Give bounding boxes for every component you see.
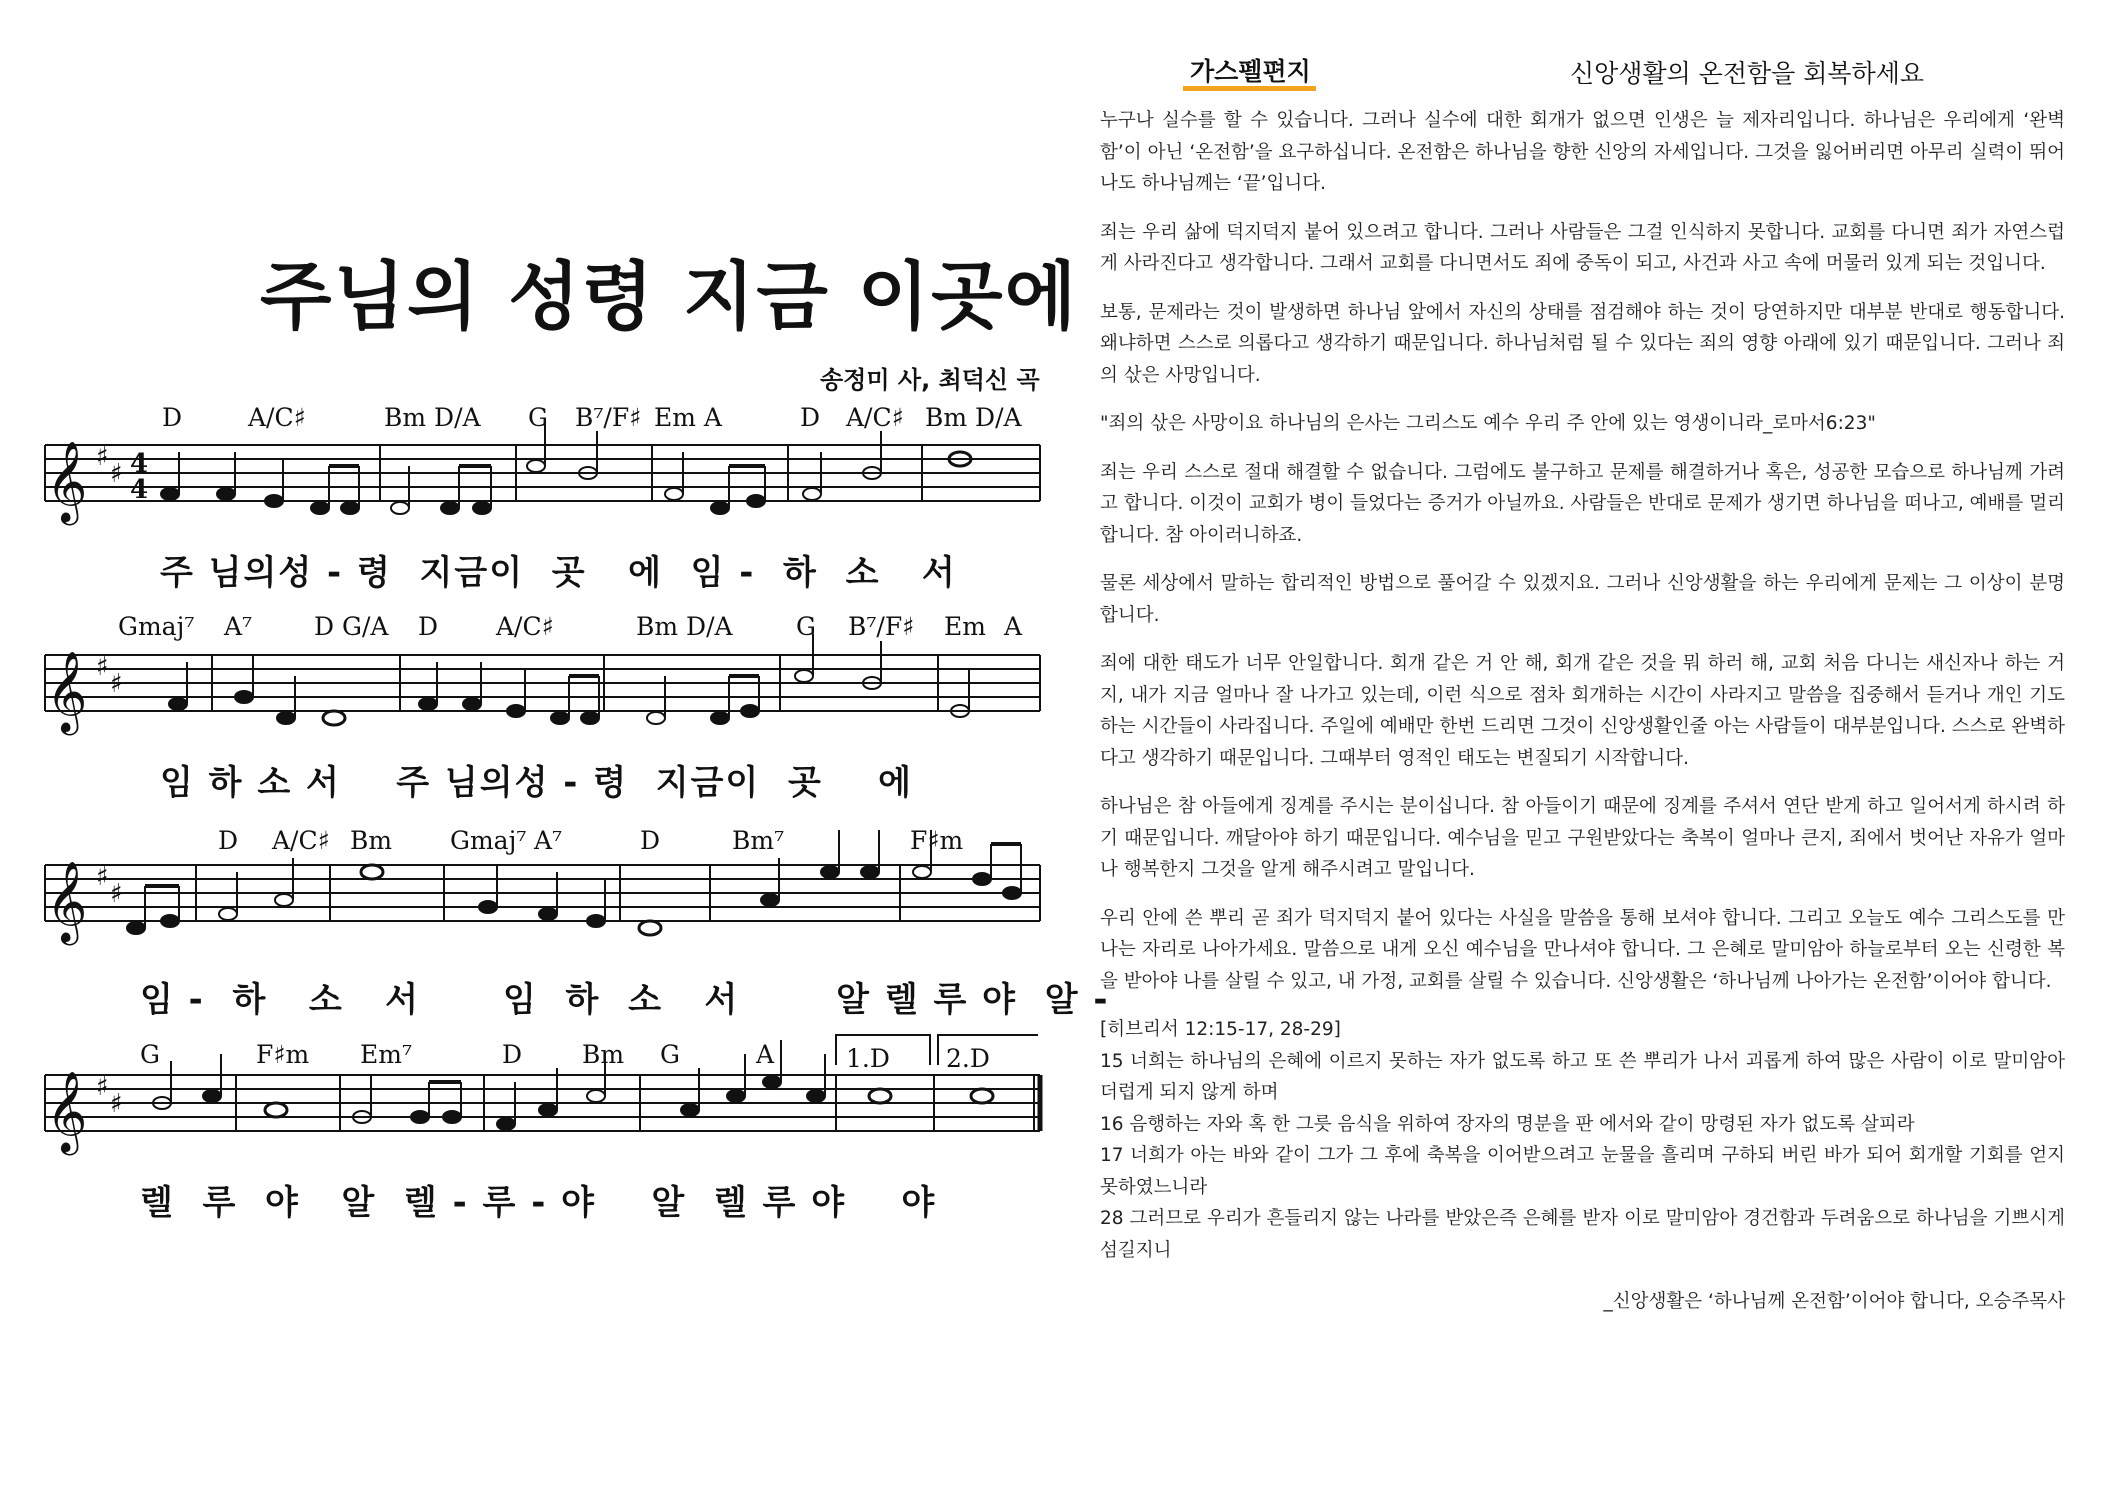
verse: 16 음행하는 자와 혹 한 그릇 음식을 위하여 장자의 명분을 판 에서와 같이 망령된 자가 없도록 살피라 <box>1100 1113 1915 1135</box>
svg-text:♯: ♯ <box>96 652 109 682</box>
chord: D <box>640 826 661 855</box>
chord: F♯m <box>910 826 964 855</box>
lyric-line: 렐 루 야 알 렐 - 루 - 야 알 렐 루 야 야 <box>140 1183 937 1223</box>
section-tab-label: 가스펠편지 <box>1190 57 1311 86</box>
svg-text:4: 4 <box>130 449 149 479</box>
svg-text:𝄞: 𝄞 <box>46 440 88 522</box>
chord: G <box>528 403 548 432</box>
paragraph: 보통, 문제라는 것이 발생하면 하나님 앞에서 자신의 상태를 점검해야 하는 것이 당연하지만 대부분 반대로 행동합니다. 왜냐하면 스스로 의롭다고 생각하기 때문입니다. 하나님처럼 될 수 있다는 죄의 영향 아래에 있기 때문입니다. 그러나 죄의 삯은 사망입니다. <box>1100 301 2065 386</box>
chord: A⁷ <box>224 612 253 641</box>
svg-text:♯: ♯ <box>96 862 109 892</box>
chord: Bm D/A <box>384 403 481 432</box>
chord: A/C♯ <box>846 403 904 432</box>
staff-2 <box>45 655 1040 711</box>
svg-text:♯: ♯ <box>96 1072 109 1102</box>
tab-underline <box>1183 86 1316 91</box>
svg-text:♯: ♯ <box>110 459 123 489</box>
verse: 28 그러므로 우리가 흔들리지 않는 나라를 받았은즉 은혜를 받자 이로 말미암아 경건함과 두려움으로 하나님을 기쁘시게 섬길지니 <box>1100 1208 2065 1261</box>
chord: B⁷/F♯ <box>848 612 915 641</box>
staff-4 <box>45 1035 1040 1131</box>
chord: Gmaj⁷ <box>118 612 195 641</box>
chord: G <box>140 1040 160 1069</box>
chord: D <box>218 826 239 855</box>
svg-text:𝄞: 𝄞 <box>46 1070 88 1152</box>
chord: 2.D <box>946 1044 990 1073</box>
signature: _신앙생활은 ‘하나님께 온전함’이어야 합니다, 오승주목사 <box>1603 1291 2065 1312</box>
chord: A <box>1004 612 1023 641</box>
chord: Bm <box>350 826 393 855</box>
chord: A/C♯ <box>272 826 330 855</box>
chord: F♯m <box>256 1040 310 1069</box>
chord: Em <box>944 612 986 641</box>
chord: D <box>418 612 439 641</box>
paragraph: 죄는 우리 삶에 덕지덕지 붙어 있으려고 합니다. 그러나 사람들은 그걸 인식하지 못합니다. 교회를 다니면 죄가 자연스럽게 사라진다고 생각합니다. 그래서 교회를 다니면서도 죄에 중독이 되고, 사건과 사고 속에 머물러 있게 되는 것입니다. <box>1100 221 2065 274</box>
lyric-line: 주 님의성 - 령 지금이 곳 에 임 - 하 소 서 <box>160 553 957 593</box>
chord: Em A <box>654 403 722 432</box>
lyric-line: 임 - 하 소 서 임 하 소 서 알 렐 루 야 알 - <box>140 980 1110 1020</box>
article-body <box>1100 105 2065 1318</box>
paragraph: 하나님은 참 아들에게 징계를 주시는 분이십니다. 참 아들이기 때문에 징계를 주셔서 연단 받게 하고 일어서게 하시려 하기 때문입니다. 깨달아야 하기 때문입니다. 예수님을 믿고 구원받았다는 축복이 얼마나 큰지, 죄에서 벗어난 자유가 얼마나 행복한지 그것을 알게 해주시려고 말입니다. <box>1100 796 2065 880</box>
chord: D <box>502 1040 523 1069</box>
paragraph: 물론 세상에서 말하는 합리적인 방법으로 풀어갈 수 있겠지요. 그러나 신앙생활을 하는 우리에게 문제는 그 이상이 분명합니다. <box>1100 573 2065 626</box>
svg-text:♯: ♯ <box>110 669 123 699</box>
verse-reference: [히브리서 12:15-17, 28-29] <box>1100 1019 1341 1040</box>
chord: G <box>660 1040 680 1069</box>
chord: G <box>796 612 816 641</box>
svg-text:4: 4 <box>130 475 149 505</box>
paragraph: 우리 안에 쓴 뿌리 곧 죄가 덕지덕지 붙어 있다는 사실을 말씀을 통해 보셔야 합니다. 그리고 오늘도 예수 그리스도를 만나는 자리로 나아가세요. 말씀으로 내게 오신 예수님을 만나셔야 합니다. 그 은혜로 말미암아 하늘로부터 오는 신령한 복을 받아야 나를 살릴 수 있고, 내 가정, 교회를 살릴 수 있습니다. 신앙생활은 ‘하나님께 나아가는 온전함’이어야 합니다. <box>1100 907 2065 992</box>
chord: Bm D/A <box>925 403 1022 432</box>
chord: A/C♯ <box>248 403 306 432</box>
verse: 17 너희가 아는 바와 같이 그가 그 후에 축복을 이어받으려고 눈물을 흘리며 구하되 버린 바가 되어 회개할 기회를 얻지 못하였느니라 <box>1100 1145 2065 1198</box>
paragraph: 죄는 우리 스스로 절대 해결할 수 없습니다. 그럼에도 불구하고 문제를 해결하거나 혹은, 성공한 모습으로 하나님께 가려고 합니다. 이것이 교회가 병이 들었다는 증거가 아닐까요. 사람들은 반대로 문제가 생기면 하나님을 떠나고, 예배를 멀리합니다. 참 아이러니하죠. <box>1100 461 2065 546</box>
paragraph: 누구나 실수를 할 수 있습니다. 그러나 실수에 대한 회개가 없으면 인생은 늘 제자리입니다. 하나님은 우리에게 ‘완벽함’이 아닌 ‘온전함’을 요구하십니다. 온전함은 하나님을 향한 신앙의 자세입니다. 그것을 잃어버리면 아무리 실력이 뛰어나도 하나님께는 ‘끝’입니다. <box>1100 110 2065 194</box>
svg-text:♯: ♯ <box>110 879 123 909</box>
song-title: 주님의 성령 지금 이곳에 <box>260 254 1079 340</box>
svg-text:♯: ♯ <box>110 1089 123 1119</box>
chord: Em⁷ <box>360 1040 412 1069</box>
article-title: 신앙생활의 온전함을 회복하세요 <box>1570 59 1924 88</box>
chord: 1.D <box>846 1044 890 1073</box>
lyric-line: 임 하 소 서 주 님의성 - 령 지금이 곳 에 <box>160 763 913 803</box>
song-credits: 송정미 사, 최덕신 곡 <box>820 366 1040 394</box>
chord: D <box>800 403 821 432</box>
chord: A/C♯ <box>496 612 554 641</box>
verse: 15 너희는 하나님의 은혜에 이르지 못하는 자가 없도록 하고 또 쓴 뿌리가 나서 괴롭게 하여 많은 사람이 이로 말미암아 더럽게 되지 않게 하며 <box>1100 1050 2065 1103</box>
paragraph: "죄의 삯은 사망이요 하나님의 은사는 그리스도 예수 우리 주 안에 있는 영생이니라_로마서6:23" <box>1100 413 1876 434</box>
chord: A⁷ <box>534 826 563 855</box>
staff-1 <box>45 445 1040 501</box>
chord: Bm <box>582 1040 625 1069</box>
chord: D <box>162 403 183 432</box>
paragraph: 죄에 대한 태도가 너무 안일합니다. 회개 같은 거 안 해, 회개 같은 것을 뭐 하러 해, 교회 처음 다니는 새신자나 하는 거지, 내가 지금 얼마나 잘 나가고 있는데, 이런 식으로 점차 회개하는 시간이 사라지고 말씀을 집중해서 듣거나 개인 기도하는 시간들이 사라집니다. 주일에 예배만 한번 드리면 그것이 신앙생활인줄 아는 사람들이 대부분입니다. 스스로 완벽하다고 생각하기 때문입니다. 그때부터 영적인 태도는 변질되기 시작합니다. <box>1100 653 2065 769</box>
svg-text:𝄞: 𝄞 <box>46 650 88 732</box>
chord: D G/A <box>314 612 389 641</box>
chord: A <box>756 1040 775 1069</box>
chord: Bm⁷ <box>732 826 785 855</box>
chord: B⁷/F♯ <box>575 403 642 432</box>
chord: Gmaj⁷ <box>450 826 527 855</box>
chord: Bm D/A <box>636 612 733 641</box>
staff-3 <box>45 865 1040 921</box>
svg-text:𝄞: 𝄞 <box>46 860 88 942</box>
svg-text:♯: ♯ <box>96 442 109 472</box>
